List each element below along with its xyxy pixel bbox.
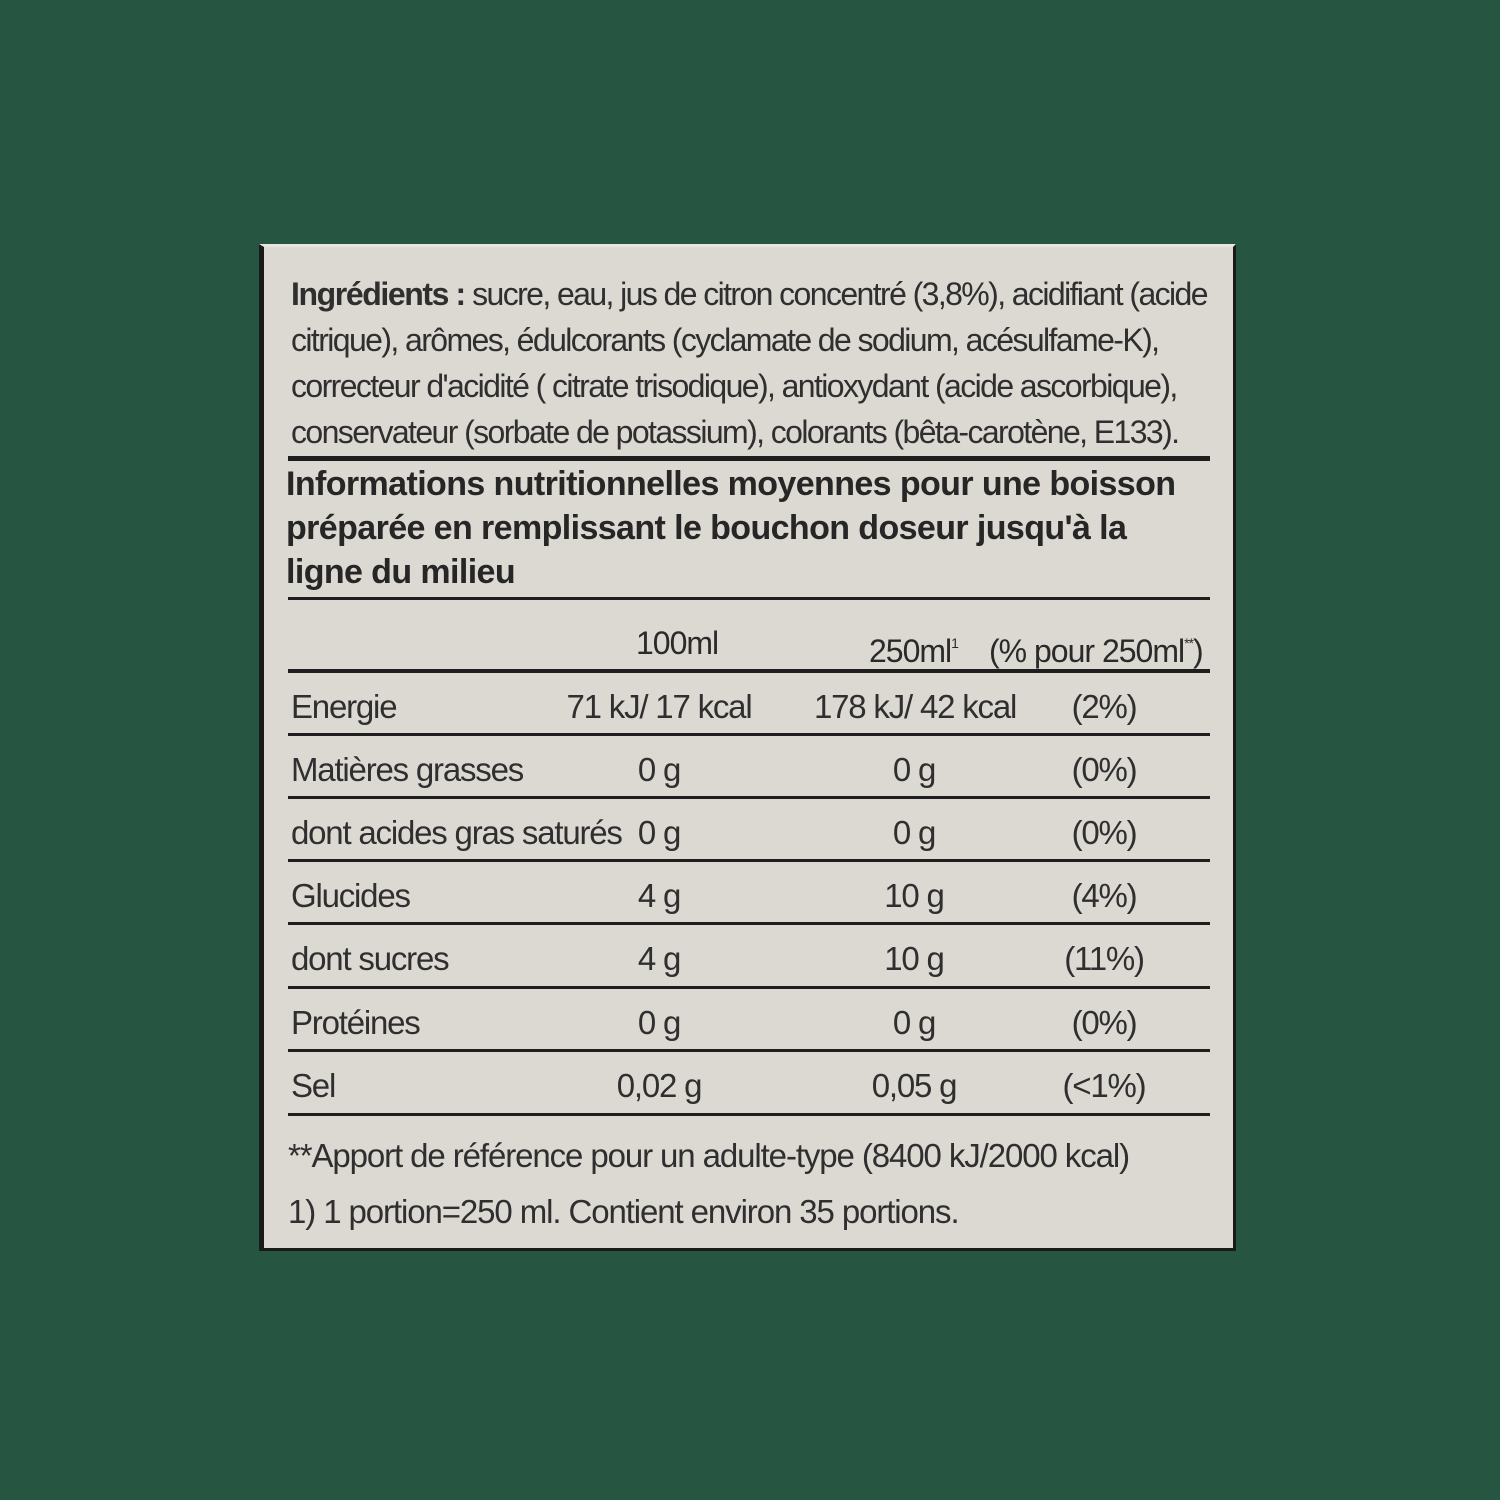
nutrition-label-panel [259, 244, 1236, 1251]
value-per-100ml: 0 g [637, 814, 681, 851]
table-row [264, 799, 1241, 861]
divider-thick [288, 456, 1210, 461]
value-per-100ml: 4 g [637, 877, 681, 914]
value-per-250ml: 0 g [892, 751, 936, 788]
nutrient-name: dont sucres [291, 940, 449, 977]
divider [288, 597, 1210, 600]
nutrition-heading [286, 462, 1216, 594]
value-per-100ml: 71 kJ/ 17 kcal [566, 688, 752, 725]
table-row [264, 1052, 1241, 1114]
value-percent: (0%) [1071, 1004, 1137, 1041]
nutrition-heading-line: ligne du milieu [286, 553, 516, 591]
value-per-100ml: 4 g [637, 940, 681, 977]
value-percent: (0%) [1071, 751, 1137, 788]
column-header-100ml: 100ml [636, 625, 719, 661]
column-header-percent-close: ) [1193, 633, 1203, 669]
value-per-250ml: 0 g [892, 814, 936, 851]
nutrition-heading-line: préparée en remplissant le bouchon doseur jusqu'à la [286, 509, 1127, 547]
value-per-250ml: 0 g [892, 1004, 936, 1041]
table-row [264, 673, 1241, 735]
table-row [264, 862, 1241, 924]
value-percent: (<1%) [1062, 1067, 1146, 1104]
reference-intake-footnote: **Apport de référence pour un adulte-type (8400 kJ/2000 kcal) [288, 1137, 1129, 1174]
nutrition-heading-line: Informations nutritionnelles moyennes pour une boisson [286, 465, 1176, 503]
value-per-100ml: 0,02 g [616, 1067, 702, 1104]
value-percent: (2%) [1071, 688, 1137, 725]
nutrient-name: Matières grasses [291, 751, 524, 788]
portion-footnote: 1) 1 portion=250 ml. Contient environ 35 portions. [288, 1193, 959, 1230]
value-percent: (4%) [1071, 877, 1137, 914]
value-per-250ml: 10 g [884, 877, 944, 914]
table-row [264, 925, 1241, 987]
value-per-250ml: 0,05 g [871, 1067, 957, 1104]
value-percent: (11%) [1064, 940, 1144, 977]
column-header-250ml-sup: 1 [951, 635, 958, 651]
value-per-250ml: 10 g [884, 940, 944, 977]
value-per-100ml: 0 g [637, 1004, 681, 1041]
column-header-250ml-label: 250ml [869, 633, 952, 669]
ingredients-list: sucre, eau, jus de citron concentré (3,8%), acidifiant (acide citrique), arômes, édulcorants (cyclamate de sodium, acésulfame-K), correcteur d'acidité ( citrate trisodique), antioxydant (acide ascorbique), conservateur (sorbate de potassium), colorants (bêta-carotène, E133). [291, 276, 1207, 450]
table-row [264, 736, 1241, 798]
column-header-percent-sup: ** [1184, 635, 1193, 651]
ingredients-text [291, 271, 1221, 455]
value-per-100ml: 0 g [637, 751, 681, 788]
ingredients-label: Ingrédients : [291, 276, 465, 312]
table-row [264, 989, 1241, 1051]
column-header-250ml [869, 621, 958, 669]
nutrient-name: Protéines [291, 1004, 420, 1041]
nutrient-name: Sel [291, 1067, 336, 1104]
nutrient-name: dont acides gras saturés [291, 814, 622, 851]
nutrient-name: Energie [291, 688, 397, 725]
column-header-percent [989, 621, 1203, 669]
nutrient-name: Glucides [291, 877, 410, 914]
value-percent: (0%) [1071, 814, 1137, 851]
value-per-250ml: 178 kJ/ 42 kcal [814, 688, 1017, 725]
divider [288, 1113, 1210, 1116]
column-header-percent-label: (% pour 250ml [989, 633, 1185, 669]
